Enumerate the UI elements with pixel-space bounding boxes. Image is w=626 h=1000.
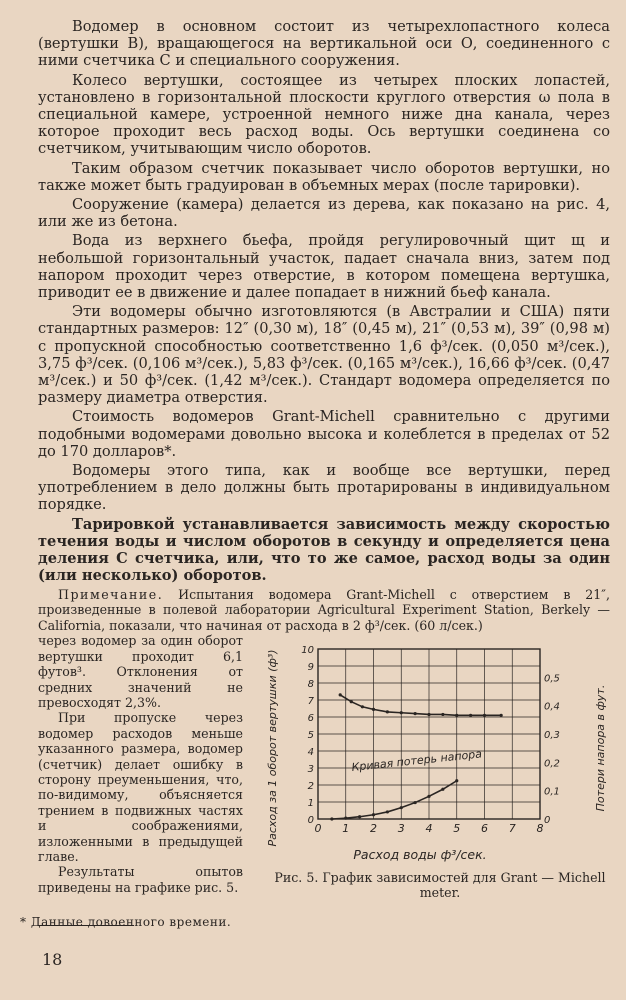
series-headloss-point	[427, 795, 430, 798]
series-headloss-point	[344, 817, 347, 820]
chart-curve-label: Кривая потерь напора	[350, 747, 483, 775]
page-content	[38, 18, 610, 933]
y-left-tick-label: 5	[307, 730, 314, 742]
y-left-tick-label: 0	[307, 815, 314, 827]
note-paragraph	[38, 587, 610, 634]
series-headloss-point	[400, 806, 403, 809]
chart-ticks	[301, 645, 560, 835]
series-headloss-point	[330, 818, 333, 821]
x-tick-label: 2	[370, 822, 377, 836]
paragraph-7: Стоимость водомеров Grant-Michell сравнительно с другими подобными водомерами довольно высока и колеблется в пределах от 52 до 170 долларов*.	[38, 408, 610, 460]
note-text: Испытания водомера Grant-Michell с отверстием в 21″, произведенные в полевой лаборатории Agricultural Experiment Station, Berkely — California, показали, что начиная от расхода в 2 ф³/сек. (60 л/сек.)	[38, 586, 610, 633]
bold-paragraph: Тарировкой устанавливается зависимость между скоростью течения воды и числом оборотов в секунду и определяется цена деления С счетчика, или, что то же самое, расход воды за один (или несколько) оборотов.	[38, 515, 610, 585]
series-headloss-point	[441, 788, 444, 791]
footnote: * Данные довоенного времени.	[20, 915, 232, 929]
chart-ylabel-right: Потери напора в фут.	[594, 684, 607, 812]
chart-svg	[260, 633, 610, 865]
paragraph-5: Вода из верхнего бьефа, пройдя регулировочный щит щ и небольшой горизонтальный участок, падает сначала вниз, затем под напором проходит через отверстие, в котором помещена вертушка, приводит ее в движение и далее попадает в нижний бьеф канала.	[38, 232, 610, 302]
y-right-tick-label: 0	[544, 815, 551, 827]
series-rate-point	[400, 711, 403, 714]
note-col-p2: При пропуске через водомер расходов меньше указанного размера, водомер (счетчик) делает ошибку в сторону преуменьшения, что, по-видимому, объясняется трением в подвижных частях и соображениями, изложенными в предыдущей главе.	[38, 710, 243, 864]
x-tick-label: 6	[481, 822, 488, 836]
paragraph-2: Колесо вертушки, состоящее из четырех плоских лопастей, установлено в горизонтальной плоскости круглого отверстия ω пола в специальной камере, устроенной немного ниже дна канала, через которое проходит весь расход воды. Ось вертушки соединена со счетчиком, учитывающим число оборотов.	[38, 71, 610, 158]
y-right-tick-label: 0,5	[544, 673, 560, 685]
x-tick-label: 0	[314, 822, 322, 836]
paragraph-3: Таким образом счетчик показывает число оборотов вертушки, но также может быть градуирован в объемных мерах (после тарировки).	[38, 159, 610, 194]
y-right-tick-label: 0,1	[544, 786, 560, 798]
y-left-tick-label: 4	[307, 747, 314, 759]
paragraph-6: Эти водомеры обычно изготовляются (в Австралии и США) пяти стандартных размеров: 12″ (0,30 м), 18″ (0,45 м), 21″ (0,53 м), 39″ (0,98 м) с пропускной способностью соответственно 1,6 ф³/сек. (0,050 м³/сек.), 3,75 ф³/сек. (0,106 м³/сек.), 5,83 ф³/сек. (0,165 м³/сек.), 16,66 ф³/сек. (0,47 м³/сек.) и 50 ф³/сек. (1,42 м³/сек.). Стандарт водомера определяется по размеру диаметра отверстия.	[38, 303, 610, 407]
y-left-tick-label: 6	[307, 713, 314, 725]
series-rate-point	[500, 714, 503, 717]
x-tick-label: 8	[536, 822, 544, 836]
x-tick-label: 1	[342, 822, 350, 836]
note-col-p3: Результаты опытов приведены на графике рис. 5.	[38, 864, 243, 895]
series-rate-point	[427, 713, 430, 716]
x-tick-label: 5	[453, 822, 461, 836]
series-headloss-point	[386, 811, 389, 814]
note-col-p1: через водомер за один оборот вертушки проходит 6,1 футов³. Отклонения от средних значений не превосходят 2,3%.	[38, 633, 243, 710]
series-rate-point	[483, 714, 486, 717]
y-left-tick-label: 10	[301, 645, 314, 657]
x-tick-label: 7	[508, 822, 516, 836]
x-tick-label: 4	[425, 822, 433, 836]
x-tick-label: 3	[397, 822, 405, 836]
series-rate-line	[340, 695, 501, 715]
chart-ylabel-left: Расход за 1 оборот вертушки (ф³)	[266, 649, 279, 847]
note-split	[38, 633, 610, 933]
series-rate-point	[372, 708, 375, 711]
series-headloss-point	[455, 779, 458, 782]
note-label: Примечание.	[58, 586, 164, 602]
series-rate-point	[350, 700, 353, 703]
y-left-tick-label: 7	[307, 696, 314, 708]
series-rate-point	[386, 711, 389, 714]
y-left-tick-label: 1	[307, 798, 314, 810]
paragraph-4: Сооружение (камера) делается из дерева, как показано на рис. 4, или же из бетона.	[38, 196, 610, 231]
series-rate-point	[361, 705, 364, 708]
y-left-tick-label: 2	[307, 781, 314, 793]
series-rate-point	[414, 712, 417, 715]
y-right-tick-label: 0,2	[544, 758, 560, 770]
note-left-column	[38, 633, 243, 895]
page-number: 18	[42, 950, 63, 969]
paragraph-1: Водомер в основном состоит из четырехлопастного колеса (вертушки В), вращающегося на вертикальной оси О, соединенного с ними счетчика С и специального сооружения.	[38, 18, 610, 70]
series-rate-point	[441, 713, 444, 716]
y-right-tick-label: 0,3	[544, 730, 560, 742]
chart-grid	[318, 649, 540, 819]
figure-caption: Рис. 5. График зависимостей для Grant — Michell meter.	[274, 870, 606, 901]
y-left-tick-label: 9	[307, 662, 314, 674]
series-rate-point	[339, 694, 342, 697]
series-headloss-point	[414, 801, 417, 804]
y-left-tick-label: 3	[307, 764, 314, 776]
y-left-tick-label: 8	[307, 679, 314, 691]
paragraph-8: Водомеры этого типа, как и вообще все вертушки, перед употреблением в дело должны быть протарированы в индивидуальном порядке.	[38, 462, 610, 514]
chart	[260, 633, 610, 903]
series-rate-point	[469, 714, 472, 717]
series-headloss-line	[332, 781, 457, 819]
chart-xlabel: Расход воды ф³/сек.	[353, 847, 487, 863]
series-headloss-point	[358, 815, 361, 818]
series-rate-point	[455, 714, 458, 717]
series-headloss-point	[372, 813, 375, 816]
y-right-tick-label: 0,4	[544, 701, 560, 713]
